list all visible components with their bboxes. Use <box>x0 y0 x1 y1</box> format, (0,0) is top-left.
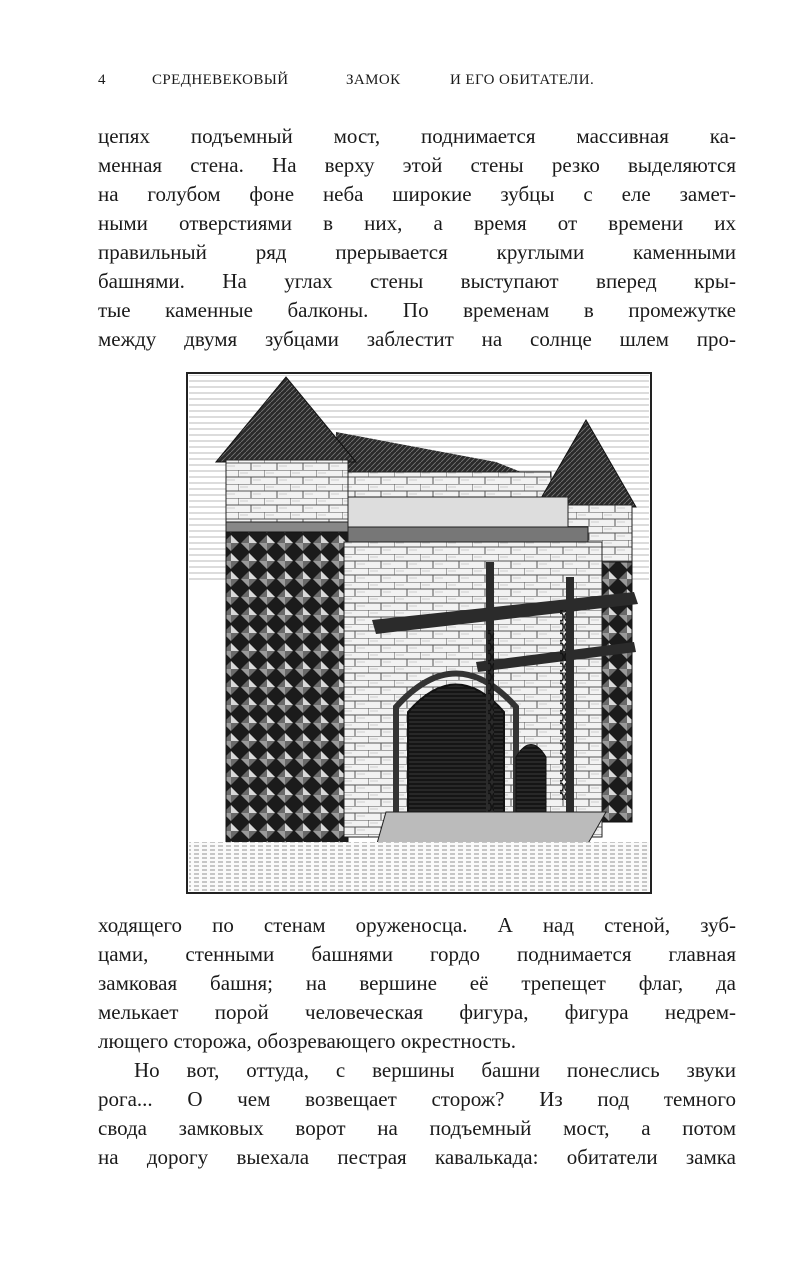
text-line: замковая башня; на вершине её трепещет флаг, да <box>98 971 736 995</box>
text-line: менная стена. На верху этой стены резко выделяются <box>98 153 736 177</box>
text-line: цепях подъемный мост, поднимается массивная ка- <box>98 124 736 148</box>
text-line: цами, стенными башнями гордо поднимается главная <box>98 942 736 966</box>
paragraph-main <box>98 911 736 1172</box>
castle-gate-illustration <box>186 372 652 894</box>
text-line: мелькает порой человеческая фигура, фигура недрем- <box>98 1000 736 1024</box>
text-line: башнями. На углах стены выступают вперед кры- <box>98 269 736 293</box>
running-head <box>98 72 638 96</box>
running-title-part: ЗАМОК <box>346 72 401 88</box>
text-line: рога... О чем возвещает сторож? Из под темного <box>98 1087 736 1111</box>
text-line: на дорогу выехала пестрая кавалькада: обитатели замка <box>98 1145 736 1169</box>
castle-engraving-svg <box>186 372 652 894</box>
running-title-part: И ЕГО ОБИТАТЕЛИ. <box>450 72 595 88</box>
paragraph-continued <box>98 122 736 354</box>
text-line: Но вот, оттуда, с вершины башни понеслись звуки <box>134 1058 736 1082</box>
running-title-part: СРЕДНЕВЕКОВЫЙ <box>152 72 289 88</box>
text-line: на голубом фоне неба широкие зубцы с еле замет- <box>98 182 736 206</box>
text-line: между двумя зубцами заблестит на солнце шлем про- <box>98 327 736 351</box>
text-line: свода замковых ворот на подъемный мост, а потом <box>98 1116 736 1140</box>
text-line: ными отверстиями в них, а время от времени их <box>98 211 736 235</box>
text-line: тые каменные балконы. По временам в промежутке <box>98 298 736 322</box>
page-number: 4 <box>98 72 106 88</box>
text-line: правильный ряд прерывается круглыми каменными <box>98 240 736 264</box>
text-line: ходящего по стенам оруженосца. А над стеной, зуб- <box>98 913 736 937</box>
text-line: лющего сторожа, обозревающего окрестность. <box>98 1029 516 1053</box>
